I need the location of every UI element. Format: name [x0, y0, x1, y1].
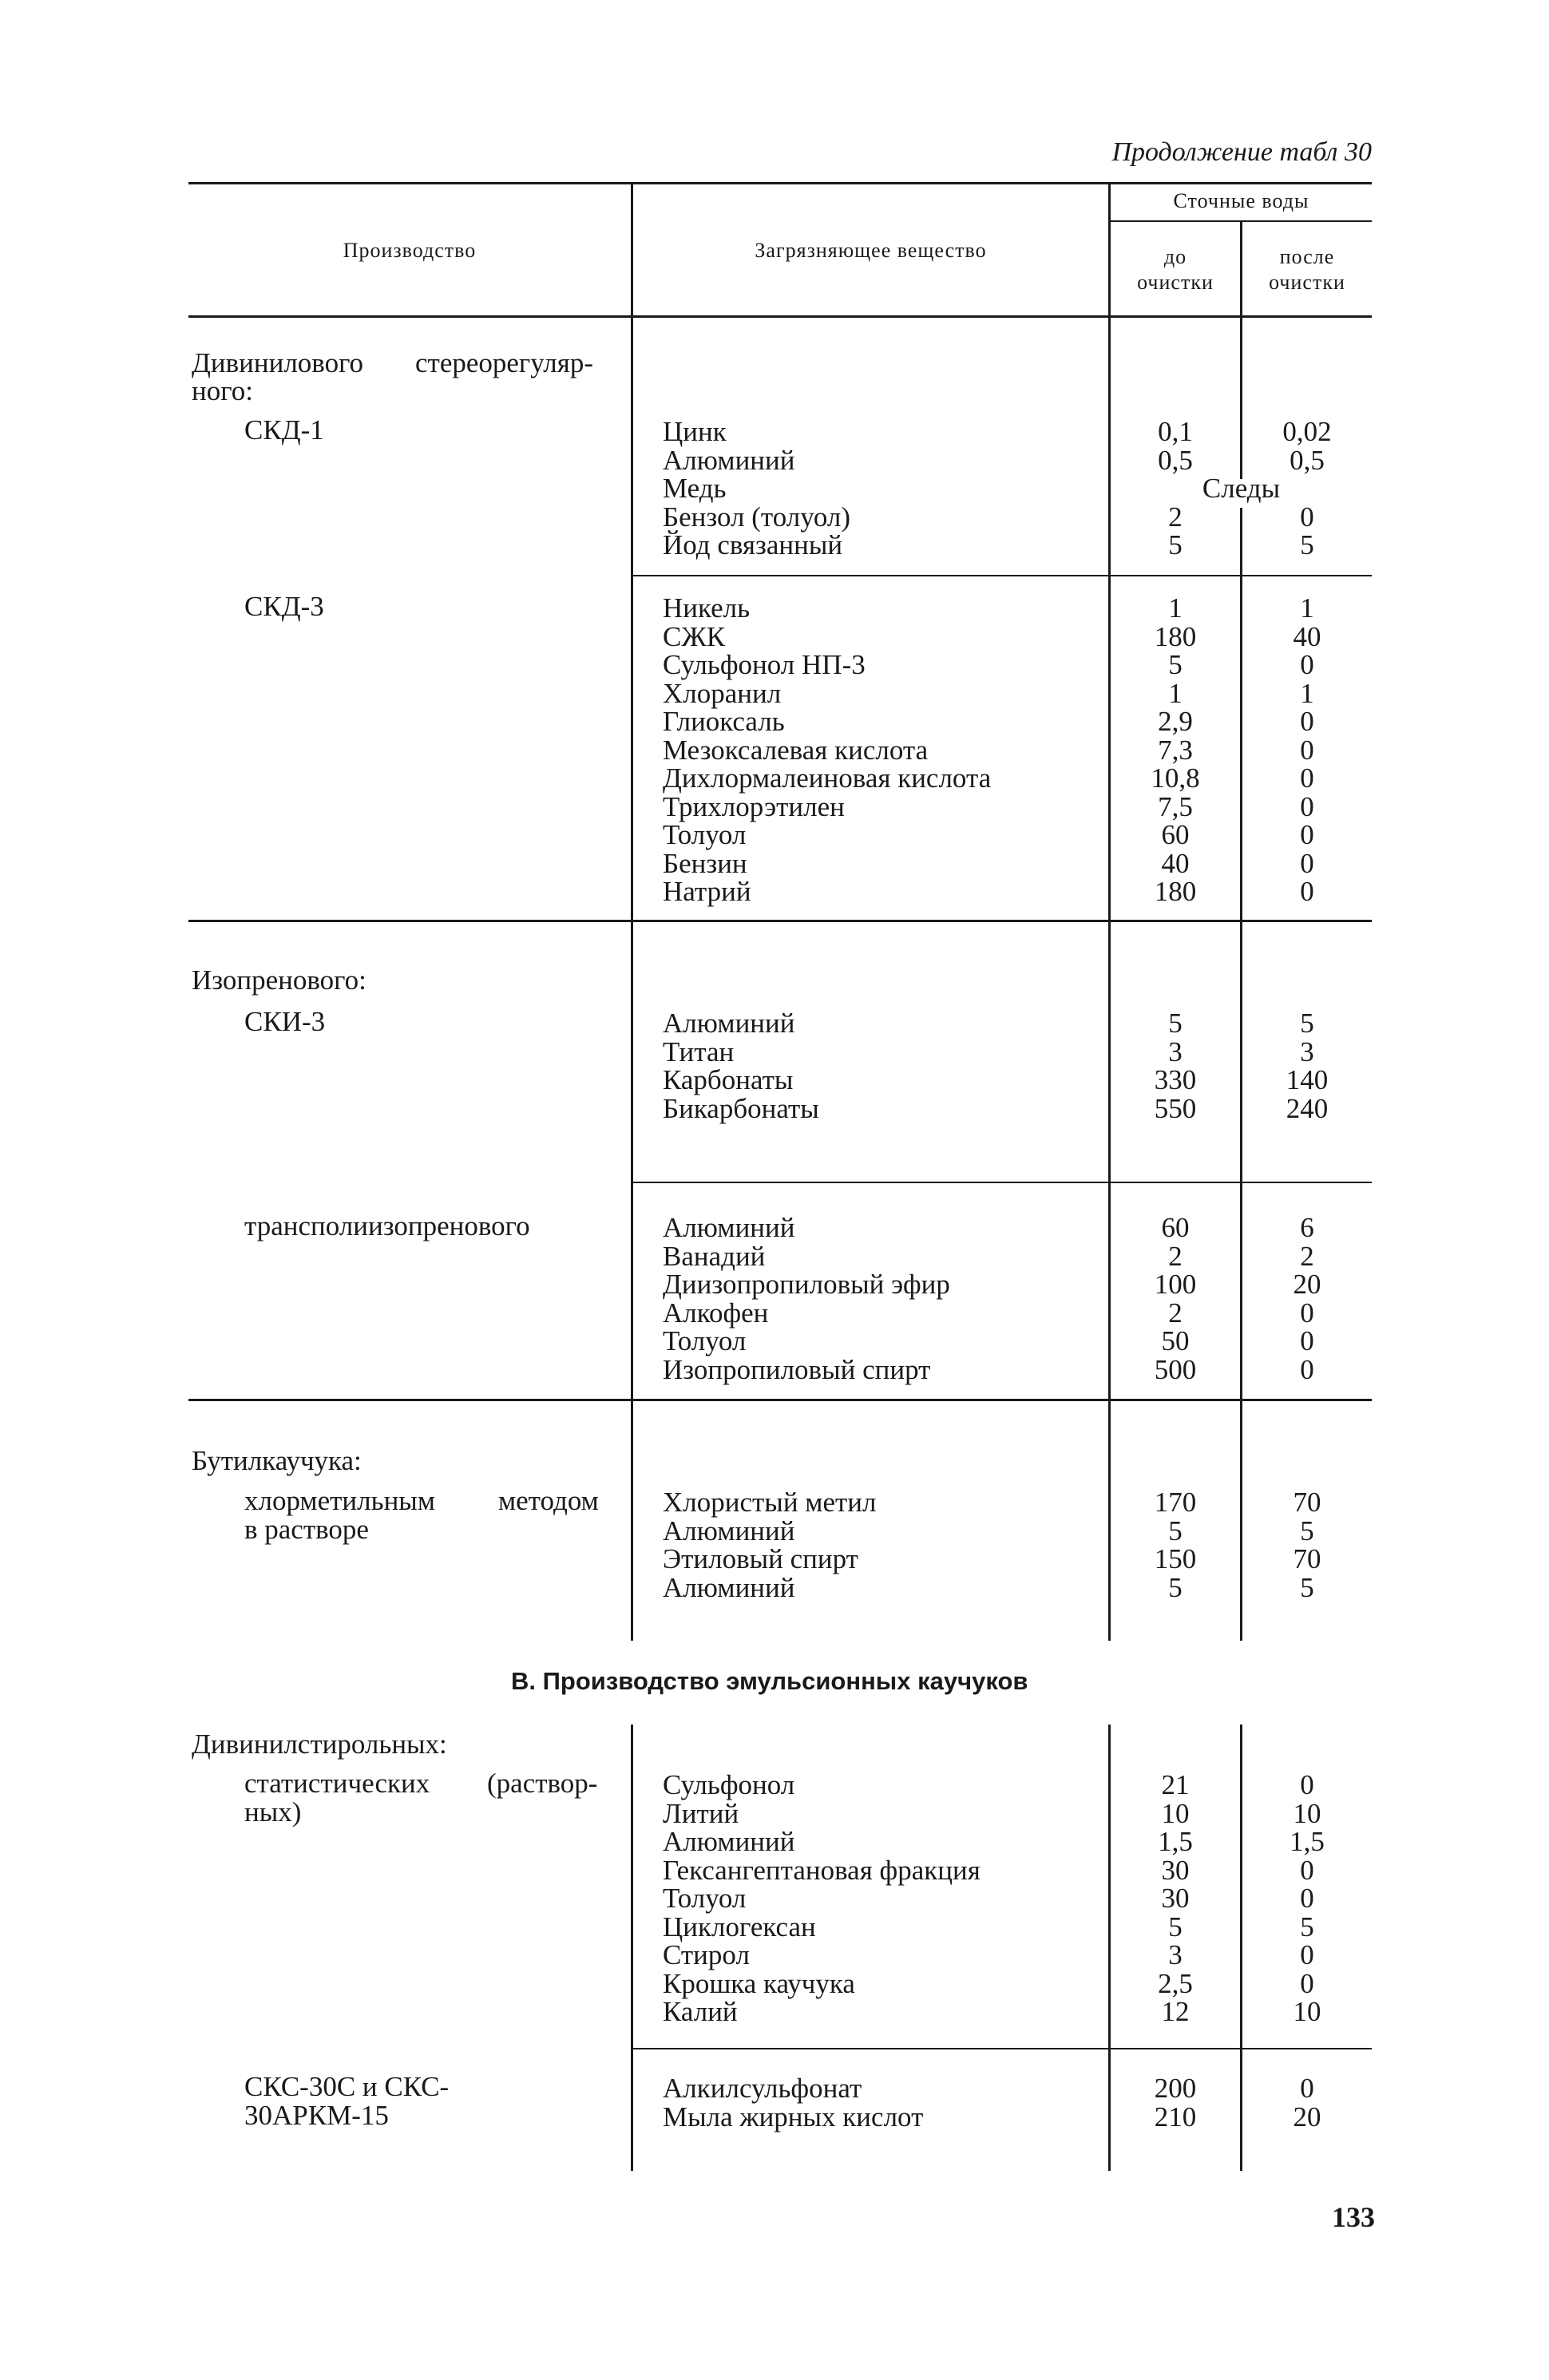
block-label: СКИ-3	[244, 1006, 326, 1037]
after-value: 0	[1300, 2073, 1314, 2104]
before-value: 30	[1161, 1854, 1190, 1886]
substance: СЖК	[663, 620, 726, 652]
before-values	[1111, 2074, 1240, 2131]
substance: Гексангептановая фракция	[663, 1854, 981, 1886]
before-value: 50	[1161, 1325, 1190, 1356]
col-divider-a	[631, 1183, 633, 1399]
block-label: СКД-3	[244, 591, 324, 622]
before-value: 0,1	[1158, 416, 1193, 447]
substance: Алкилсульфонат	[663, 2073, 862, 2104]
after-value: 5	[1300, 1911, 1314, 1942]
before-value: 180	[1154, 876, 1197, 907]
after-value: 0	[1300, 1769, 1314, 1800]
before-value: 2,5	[1158, 1967, 1193, 1999]
substance: Бензин	[663, 847, 747, 879]
substance-list	[663, 1009, 819, 1123]
before-value: 200	[1154, 2073, 1197, 2104]
after-values	[1242, 1771, 1372, 2026]
substance: Алкофен	[663, 1297, 769, 1329]
substance: Хлористый метил	[663, 1487, 877, 1518]
substance: Алюминий	[663, 1008, 795, 1039]
after-value: 0	[1300, 819, 1314, 850]
before-value: 180	[1154, 620, 1197, 652]
before-value: 5	[1168, 1008, 1183, 1039]
before-value: 60	[1161, 1212, 1190, 1243]
before-value: 150	[1154, 1543, 1197, 1574]
block-label: трансполиизопренового	[244, 1210, 530, 1241]
after-value: 6	[1300, 1212, 1314, 1243]
block-rule	[631, 2048, 1372, 2049]
header-top-rule	[188, 182, 1372, 184]
substance: Йод связанный	[663, 529, 843, 560]
after-value: 0	[1300, 876, 1314, 907]
substance: Мезоксалевая кислота	[663, 734, 929, 766]
header-wastewater: Сточные воды	[1173, 189, 1309, 212]
before-value: 3	[1168, 1939, 1183, 1970]
after-value: 0	[1300, 706, 1314, 737]
substance: Цинк	[663, 416, 727, 447]
group-title-divinyl-1b: стереорегуляр-	[415, 347, 593, 378]
substance: Дихлормалеиновая кислота	[663, 762, 992, 794]
substance: Медь	[663, 473, 727, 504]
substance: Этиловый спирт	[663, 1543, 858, 1574]
substance: Бензол (толуол)	[663, 501, 851, 533]
substance: Никель	[663, 592, 751, 624]
before-value: 500	[1154, 1353, 1197, 1385]
col-divider-a	[631, 318, 633, 575]
before-value: 5	[1168, 1571, 1183, 1603]
after-values	[1242, 1488, 1372, 1602]
block-rule	[631, 1182, 1372, 1183]
substance: Крошка каучука	[663, 1967, 855, 1999]
header-after	[1242, 244, 1372, 295]
after-value: 0	[1300, 1939, 1314, 1970]
after-values	[1242, 594, 1372, 906]
before-value: 2	[1168, 501, 1183, 533]
page-number: 133	[1332, 2201, 1375, 2233]
group-rule	[188, 920, 1372, 922]
before-value: 330	[1154, 1064, 1197, 1095]
after-value: 0	[1300, 1854, 1314, 1886]
after-value: 0	[1300, 1967, 1314, 1999]
before-values	[1111, 1009, 1240, 1123]
col-divider-a	[631, 1725, 633, 2048]
before-value: 10	[1161, 1797, 1190, 1829]
substance: Стирол	[663, 1939, 750, 1970]
before-value: 550	[1154, 1092, 1197, 1124]
group-title-divinyl-2: ного:	[192, 375, 253, 406]
before-value: 7,5	[1158, 790, 1193, 822]
group-title-divinyl-1: Дивинилового	[192, 347, 364, 378]
after-value: 5	[1300, 1571, 1314, 1603]
after-value: 0	[1300, 734, 1314, 766]
substance-list	[663, 594, 991, 906]
col-divider-a	[631, 2049, 633, 2171]
after-value: 2	[1300, 1240, 1314, 1272]
substance: Мыла жирных кислот	[663, 2101, 924, 2132]
before-value: 5	[1168, 1515, 1183, 1546]
header-pollutant: Загрязняющее вещество	[755, 239, 987, 262]
substance: Хлоранил	[663, 677, 782, 709]
substance: Толуол	[663, 1883, 747, 1914]
before-value: 170	[1154, 1487, 1197, 1518]
substance: Толуол	[663, 1325, 747, 1356]
before-value: 30	[1161, 1883, 1190, 1914]
header-before-line-2: очистки	[1137, 271, 1214, 294]
after-value: 20	[1293, 2101, 1321, 2132]
substance: Литий	[663, 1797, 739, 1829]
col-divider-a	[631, 1401, 633, 1641]
after-values	[1242, 1214, 1372, 1384]
header-bottom-rule	[188, 315, 1372, 318]
before-value: 5	[1168, 1911, 1183, 1942]
header-after-line-2: очистки	[1269, 271, 1345, 294]
substance: Циклогексан	[663, 1911, 816, 1942]
group-rule	[188, 1399, 1372, 1401]
after-value: 70	[1293, 1543, 1321, 1574]
before-value: 21	[1161, 1769, 1190, 1800]
block-label: ных)	[244, 1796, 302, 1828]
before-value: 100	[1154, 1269, 1197, 1300]
table-caption: Продолжение табл 30	[1111, 137, 1372, 167]
col-divider-a	[631, 922, 633, 1182]
before-value: 5	[1168, 649, 1183, 680]
after-value: 5	[1300, 529, 1314, 560]
substance: Изопропиловый спирт	[663, 1353, 931, 1385]
block-label: методом	[498, 1485, 599, 1516]
after-value: 0	[1300, 847, 1314, 879]
substance: Трихлорэтилен	[663, 790, 845, 822]
before-value: 12	[1161, 1996, 1190, 2027]
block-label: 30АРКМ-15	[244, 2100, 389, 2131]
before-value: 1,5	[1158, 1826, 1193, 1857]
section-b-title: В. Производство эмульсионных каучуков	[511, 1667, 1028, 1695]
after-values	[1242, 1009, 1372, 1123]
after-value: 0,02	[1282, 416, 1332, 447]
substance-list	[663, 1214, 950, 1384]
after-value: 0,5	[1290, 444, 1325, 476]
group-title-isoprene: Изопренового:	[192, 964, 366, 996]
after-value: 3	[1300, 1036, 1314, 1067]
after-value: 1,5	[1290, 1826, 1325, 1857]
before-value: 5	[1168, 529, 1183, 560]
after-value: 10	[1293, 1996, 1321, 2027]
substance: Сульфонол НП-3	[663, 649, 866, 680]
block-label: статистических	[244, 1768, 430, 1799]
before-values	[1111, 1488, 1240, 1602]
before-value: 3	[1168, 1036, 1183, 1067]
substance-list	[663, 1771, 981, 2026]
before-values	[1111, 594, 1240, 906]
before-value: 60	[1161, 819, 1190, 850]
before-value: 2,9	[1158, 706, 1193, 737]
substance: Бикарбонаты	[663, 1092, 819, 1124]
header-production: Производство	[343, 239, 477, 262]
block-label: в растворе	[244, 1514, 369, 1545]
after-value: 0	[1300, 1297, 1314, 1329]
before-values	[1111, 1771, 1240, 2026]
header-before	[1111, 244, 1240, 295]
after-value: 40	[1293, 620, 1321, 652]
after-value: 1	[1300, 592, 1314, 624]
substance: Карбонаты	[663, 1064, 794, 1095]
after-value: 0	[1300, 1883, 1314, 1914]
substance: Глиоксаль	[663, 706, 785, 737]
before-value: 1	[1168, 677, 1183, 709]
after-value: 0	[1300, 790, 1314, 822]
before-value: 2	[1168, 1297, 1183, 1329]
merged-value-traces: Следы	[1202, 473, 1281, 504]
before-value: 10,8	[1151, 762, 1200, 794]
substance: Алюминий	[663, 444, 795, 476]
substance: Натрий	[663, 876, 751, 907]
after-value: 20	[1293, 1269, 1321, 1300]
after-value: 1	[1300, 677, 1314, 709]
before-values	[1111, 1214, 1240, 1384]
substance: Ванадий	[663, 1240, 766, 1272]
header-before-line-1: до	[1163, 245, 1187, 268]
before-value: 40	[1161, 847, 1190, 879]
after-value: 240	[1286, 1092, 1329, 1124]
substance: Алюминий	[663, 1212, 795, 1243]
after-value: 0	[1300, 1325, 1314, 1356]
substance: Калий	[663, 1996, 738, 2027]
substance: Титан	[663, 1036, 735, 1067]
after-value: 0	[1300, 501, 1314, 533]
block-label: хлорметильным	[244, 1485, 435, 1516]
before-value: 0,5	[1158, 444, 1193, 476]
substance: Алюминий	[663, 1571, 795, 1603]
block-label: СКС-30С и СКС-	[244, 2071, 450, 2102]
after-value: 140	[1286, 1064, 1329, 1095]
group-title-divinylstyrene: Дивинилстирольных:	[192, 1729, 447, 1760]
group-title-butyl: Бутилкаучука:	[192, 1445, 362, 1476]
before-value: 1	[1168, 592, 1183, 624]
before-value: 2	[1168, 1240, 1183, 1272]
substance: Алюминий	[663, 1826, 795, 1857]
after-value: 0	[1300, 1353, 1314, 1385]
header-after-line-1: после	[1279, 245, 1335, 268]
after-value: 5	[1300, 1515, 1314, 1546]
before-value: 210	[1154, 2101, 1197, 2132]
after-value: 70	[1293, 1487, 1321, 1518]
substance-list	[663, 1488, 876, 1602]
col-divider-a	[631, 576, 633, 920]
after-value: 10	[1293, 1797, 1321, 1829]
substance-list	[663, 2074, 923, 2131]
substance-list	[663, 418, 850, 560]
after-value: 0	[1300, 649, 1314, 680]
after-value: 0	[1300, 762, 1314, 794]
after-value: 5	[1300, 1008, 1314, 1039]
block-label: (раствор-	[487, 1768, 598, 1799]
block-rule	[631, 575, 1372, 576]
substance: Алюминий	[663, 1515, 795, 1546]
after-values	[1242, 2074, 1372, 2131]
block-label: СКД-1	[244, 414, 324, 446]
substance: Сульфонол	[663, 1769, 795, 1800]
substance: Диизопропиловый эфир	[663, 1269, 950, 1300]
before-value: 7,3	[1158, 734, 1193, 766]
substance: Толуол	[663, 819, 747, 850]
